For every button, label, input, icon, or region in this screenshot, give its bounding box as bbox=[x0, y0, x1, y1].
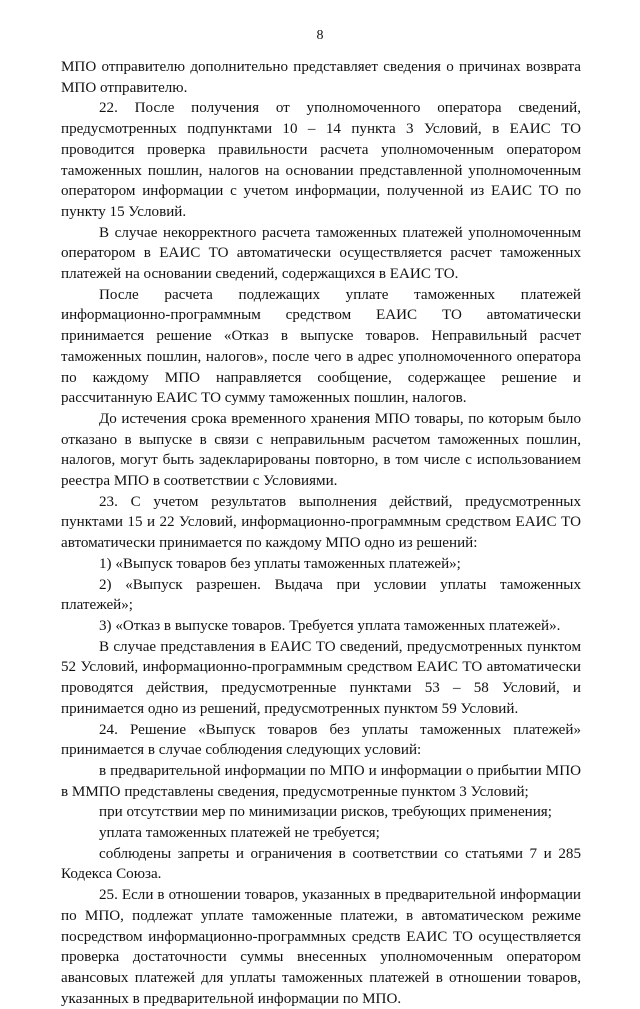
paragraph: 3) «Отказ в выпуске товаров. Требуется уплата таможенных платежей». bbox=[99, 617, 561, 634]
paragraph: 1) «Выпуск товаров без уплаты таможенных платежей»; bbox=[99, 555, 461, 572]
page-number: 8 bbox=[316, 28, 324, 43]
paragraph: уплата таможенных платежей не требуется; bbox=[99, 825, 380, 842]
paragraph: До истечения срока временного хранения МПО товары, по которым было отказано в выпуске в связи с неправильным расчетом таможенных пошлин, налогов, могут быть задекларированы повторно, в том числе с использованием реестра МПО в соответствии с Условиями. bbox=[61, 410, 581, 490]
paragraph: 24. Решение «Выпуск товаров без уплаты таможенных платежей» принимается в случае соблюдения следующих условий: bbox=[61, 721, 581, 759]
paragraph: при отсутствии мер по минимизации рисков, требующих применения; bbox=[99, 804, 552, 821]
paragraph: 22. После получения от уполномоченного оператора сведений, предусмотренных подпунктами 10 – 14 пункта 3 Условий, в ЕАИС ТО проводится проверка правильности расчета уполномоченным оператором таможенных пошлин, налогов на основании представленной уполномоченным оператором информации с учетом информации, полученной из ЕАИС ТО по пункту 15 Условий. bbox=[61, 100, 581, 220]
paragraph: 2) «Выпуск разрешен. Выдача при условии уплаты таможенных платежей»; bbox=[61, 576, 581, 614]
paragraph: В случае представления в ЕАИС ТО сведений, предусмотренных пунктом 52 Условий, информационно-программным средством ЕАИС ТО автоматически проводятся действия, предусмотренные пунктами 53 – 58 Условий, и принимается одно из решений, предусмотренных пунктом 59 Условий. bbox=[61, 638, 581, 717]
paragraph: В случае некорректного расчета таможенных платежей уполномоченным оператором в ЕАИС ТО автоматически осуществляется расчет таможенных платежей на основании сведений, содержащихся в ЕАИС ТО. bbox=[61, 224, 581, 283]
paragraph: 25. Если в отношении товаров, указанных в предварительной информации по МПО, подлежат уплате таможенные платежи, в автоматическом режиме посредством информационно-программных средств ЕАИС ТО осуществляется проверка достаточности суммы внесенных уполномоченным оператором авансовых платежей для уплаты таможенных платежей в отношении товаров, указанных в предварительной информации по МПО. bbox=[61, 887, 581, 1007]
paragraph: 23. С учетом результатов выполнения действий, предусмотренных пунктами 15 и 22 Условий, информационно-программным средством ЕАИС ТО автоматически принимается по каждому МПО одно из решений: bbox=[61, 493, 581, 552]
paragraph: в предварительной информации по МПО и информации о прибытии МПО в ММПО представлены сведения, предусмотренные пунктом 3 Условий; bbox=[61, 762, 581, 800]
paragraph: МПО отправителю дополнительно представляет сведения о причинах возврата МПО отправителю. bbox=[61, 59, 581, 96]
paragraph: соблюдены запреты и ограничения в соответствии со статьями 7 и 285 Кодекса Союза. bbox=[61, 845, 581, 883]
document-body bbox=[61, 57, 581, 1009]
paragraph: После расчета подлежащих уплате таможенных платежей информационно-программным средством ЕАИС ТО автоматически принимается решение «Отказ в выпуске товаров. Неправильный расчет таможенных пошлин, налогов», после чего в адрес уполномоченного оператора по каждому МПО направляется сообщение, содержащее решение и рассчитанную ЕАИС ТО сумму таможенных пошлин, налогов. bbox=[61, 286, 581, 407]
